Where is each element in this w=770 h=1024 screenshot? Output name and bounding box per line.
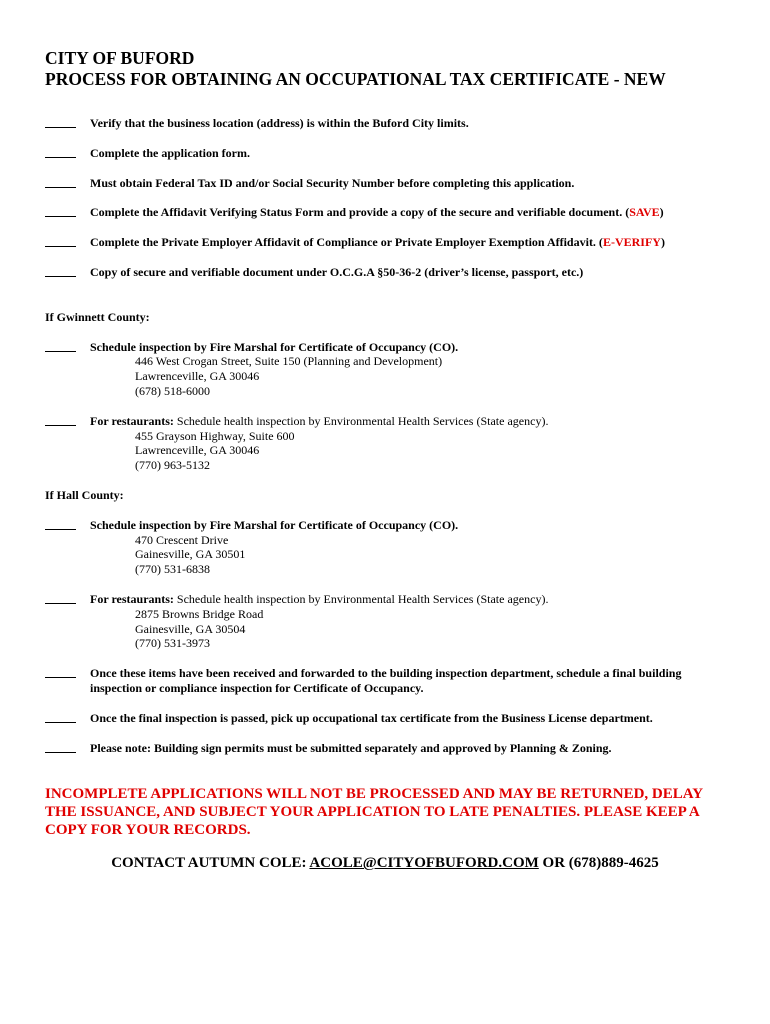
address-gwinnett-fire: 446 West Crogan Street, Suite 150 (Planning and Development) Lawrenceville, GA 30046 (678) 518-6000 — [135, 354, 443, 398]
checkbox-blank[interactable] — [45, 146, 76, 158]
checklist-item-employer: Complete the Private Employer Affidavit of Compliance or Private Employer Exemption Affidavit. (E-VERIFY) — [45, 235, 725, 250]
checklist-item-pickup-certificate: Once the final inspection is passed, pick up occupational tax certificate from the Business License department. — [45, 711, 725, 726]
checkbox-blank[interactable] — [45, 711, 76, 723]
checklist-item-final-inspection: Once these items have been received and forwarded to the building inspection department, schedule a final building inspection or compliance inspection for Certificate of Occupancy. — [45, 666, 725, 696]
e-verify-tag: E-VERIFY — [602, 235, 661, 250]
section-heading-hall: If Hall County: — [45, 487, 124, 502]
address-hall-fire: 470 Crescent Drive Gainesville, GA 30501 (770) 531-6838 — [135, 532, 246, 577]
title-process: PROCESS FOR OBTAINING AN OCCUPATIONAL TAX CERTIFICATE - NEW — [45, 69, 666, 89]
title-city: CITY OF BUFORD — [45, 48, 195, 68]
checklist-item-gwinnett-fire: Schedule inspection by Fire Marshal for Certificate of Occupancy (CO). — [45, 340, 725, 355]
checkbox-blank[interactable] — [45, 176, 76, 188]
checklist-item-sign-permits: Please note: Building sign permits must be submitted separately and approved by Planning & Zoning. — [45, 741, 725, 756]
checklist-item-verify: Verify that the business location (address) is within the Buford City limits. — [45, 116, 725, 131]
address-gwinnett-health: 455 Grayson Highway, Suite 600 Lawrenceville, GA 30046 (770) 963-5132 — [135, 428, 295, 473]
section-heading-gwinnett: If Gwinnett County: — [45, 309, 150, 324]
checkbox-blank[interactable] — [45, 340, 76, 352]
checklist-item-application: Complete the application form. — [45, 146, 725, 161]
contact-line: CONTACT AUTUMN COLE: ACOLE@CITYOFBUFORD.COM OR (678)889-4625 — [111, 855, 659, 872]
document-title — [45, 48, 725, 90]
document-page — [45, 48, 725, 872]
checkbox-blank[interactable] — [45, 518, 76, 530]
save-tag: SAVE — [629, 205, 660, 220]
checkbox-blank[interactable] — [45, 205, 76, 217]
checkbox-blank[interactable] — [45, 116, 76, 128]
checkbox-blank[interactable] — [45, 741, 76, 753]
checkbox-blank[interactable] — [45, 265, 76, 277]
checklist-item-gwinnett-restaurants: For restaurants: Schedule health inspection by Environmental Health Services (State agency). — [45, 414, 725, 429]
checklist-item-hall-restaurants: For restaurants: Schedule health inspection by Environmental Health Services (State agency). — [45, 592, 725, 607]
checkbox-blank[interactable] — [45, 592, 76, 604]
checklist-item-federal-tax: Must obtain Federal Tax ID and/or Social Security Number before completing this application. — [45, 176, 725, 191]
address-hall-health: 2875 Browns Bridge Road Gainesville, GA 30504 (770) 531-3973 — [135, 606, 264, 651]
checkbox-blank[interactable] — [45, 235, 76, 247]
checklist-item-copy-document: Copy of secure and verifiable document under O.C.G.A §50-36-2 (driver’s license, passport, etc.) — [45, 265, 725, 280]
checklist-item-hall-fire: Schedule inspection by Fire Marshal for Certificate of Occupancy (CO). — [45, 518, 725, 533]
checkbox-blank[interactable] — [45, 414, 76, 426]
incomplete-applications-warning: INCOMPLETE APPLICATIONS WILL NOT BE PROCESSED AND MAY BE RETURNED, DELAY THE ISSUANCE, AND SUBJECT YOUR APPLICATION TO LATE PENALTIES. PLEASE KEEP A COPY FOR YOUR RECORDS. — [45, 786, 703, 839]
contact-email-link[interactable]: ACOLE@CITYOFBUFORD.COM — [309, 855, 539, 872]
checklist-item-affidavit: Complete the Affidavit Verifying Status Form and provide a copy of the secure and verifiable document. (SAVE) — [45, 205, 725, 220]
checkbox-blank[interactable] — [45, 666, 76, 678]
